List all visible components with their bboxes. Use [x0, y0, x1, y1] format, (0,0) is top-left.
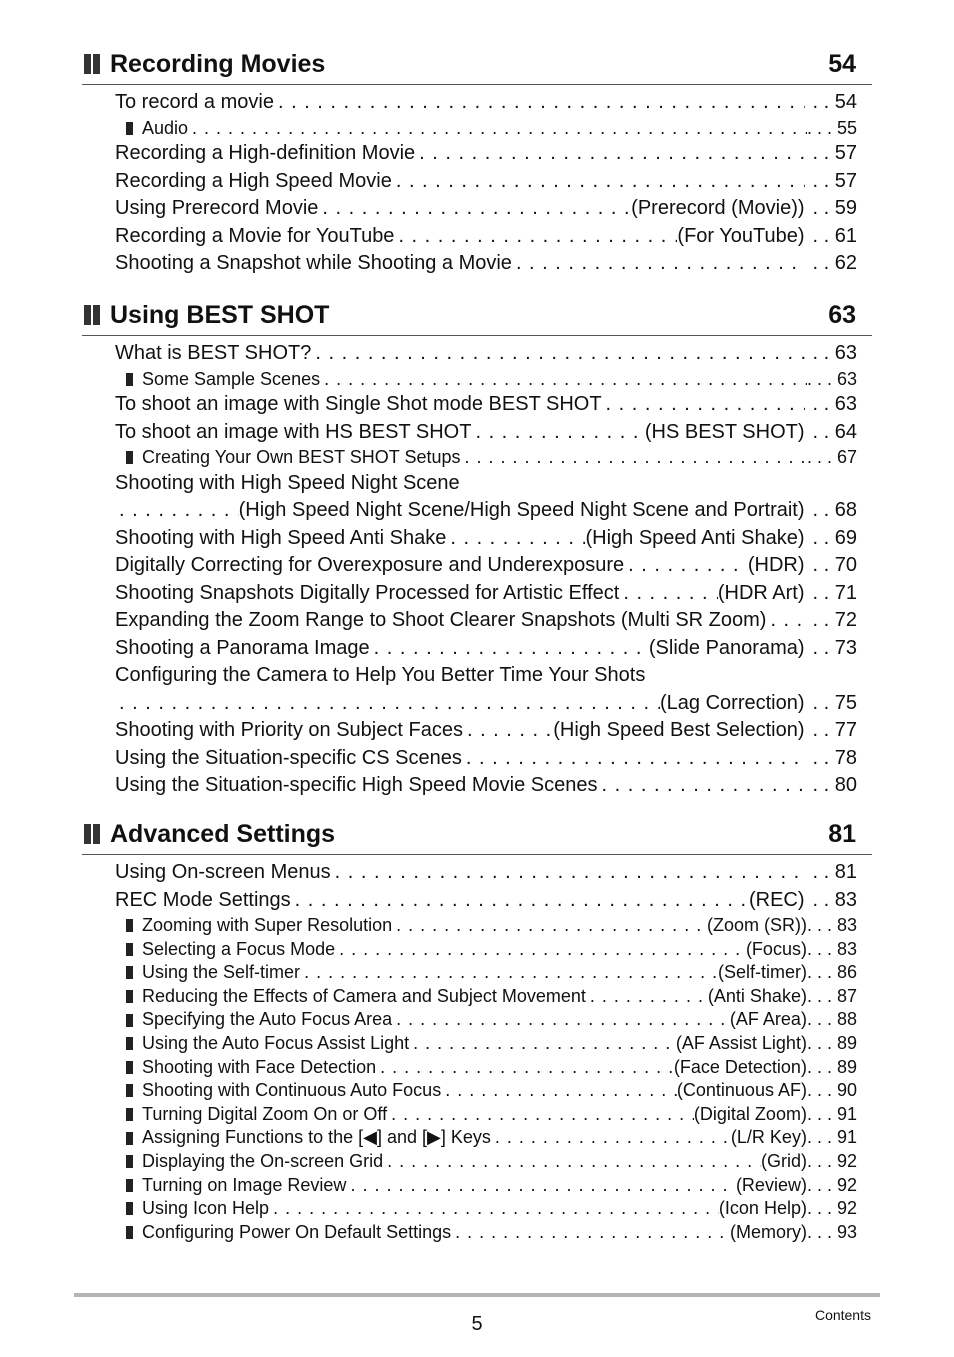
- entry-note: (Focus): [745, 938, 807, 959]
- toc-subentry[interactable]: [82, 961, 872, 985]
- entry-title: Shooting a Panorama Image: [115, 636, 370, 659]
- entry-page-number: . . 63: [805, 391, 857, 419]
- entry-title: Shooting with Priority on Subject Faces: [115, 719, 463, 742]
- dot-leader: [115, 690, 660, 718]
- entry-page-number: . . 73: [805, 635, 857, 663]
- dot-leader: [415, 140, 804, 168]
- entry-note: (Zoom (SR)): [706, 915, 807, 935]
- entry-note: (Icon Help): [718, 1198, 807, 1219]
- entry-note: (AF Area): [729, 1009, 807, 1030]
- entry-note: (Lag Correction): [660, 691, 805, 714]
- dot-leader: [392, 168, 805, 196]
- toc-subentry[interactable]: [82, 1126, 872, 1150]
- entry-title: Creating Your Own BEST SHOT Setups: [142, 447, 461, 468]
- entry-title: Using the Situation-specific CS Scenes: [115, 746, 462, 769]
- toc-section: [82, 50, 872, 278]
- entry-title: Using the Situation-specific High Speed Movie Scenes: [115, 774, 598, 797]
- entry-page-number: . . . 83: [807, 938, 857, 962]
- toc-subentry[interactable]: [82, 1008, 872, 1032]
- toc-entry[interactable]: [82, 552, 872, 580]
- dot-leader: [188, 117, 807, 141]
- footer-divider: [74, 1293, 880, 1297]
- dot-leader: [602, 391, 805, 419]
- toc-entry[interactable]: [82, 391, 872, 419]
- entry-page-number: . . . 83: [807, 914, 857, 938]
- toc-entry[interactable]: [82, 662, 872, 690]
- entry-page-number: . . 64: [805, 419, 857, 447]
- entry-title: Configuring Power On Default Settings: [142, 1221, 452, 1242]
- entry-note: (High Speed Best Selection): [553, 719, 805, 742]
- entry-list: [82, 336, 872, 800]
- entry-page-number: . . . 92: [807, 1197, 857, 1221]
- toc-subentry[interactable]: [82, 914, 872, 938]
- toc-entry[interactable]: [82, 580, 872, 608]
- entry-title: Turning on Image Review: [142, 1174, 347, 1195]
- entry-title: Shooting Snapshots Digitally Processed for Artistic Effect: [115, 581, 620, 604]
- entry-title: Zooming with Super Resolution: [142, 915, 393, 935]
- toc-entry[interactable]: [82, 89, 872, 117]
- entry-page-number: . . 57: [805, 168, 857, 196]
- entry-page-number: . . . 91: [807, 1103, 857, 1127]
- entry-title: To shoot an image with Single Shot mode BEST SHOT: [115, 393, 602, 416]
- toc-entry[interactable]: [82, 340, 872, 368]
- square-bullet-icon: [126, 966, 133, 979]
- entry-note: (Face Detection): [673, 1056, 807, 1077]
- entry-page-number: . . . 55: [807, 117, 857, 141]
- entry-title: To record a movie: [115, 91, 274, 113]
- entry-page-number: . . 59: [805, 195, 857, 223]
- entry-page-number: . . . 92: [807, 1150, 857, 1174]
- entry-page-number: . . 70: [805, 552, 857, 580]
- entry-page-number: . . . 93: [807, 1221, 857, 1245]
- section-heading[interactable]: [82, 301, 872, 336]
- entry-note: (High Speed Night Scene/High Speed Night Scene and Portrait): [238, 499, 805, 522]
- section-title: Advanced Settings: [110, 819, 336, 848]
- entry-title: Digitally Correcting for Overexposure and Underexposure: [115, 554, 625, 577]
- toc-entry[interactable]: [82, 140, 872, 168]
- dot-leader: [471, 419, 644, 447]
- toc-entry[interactable]: [82, 859, 872, 887]
- toc-entry[interactable]: [82, 745, 872, 773]
- dot-leader: [392, 914, 707, 938]
- footer-label: Contents: [814, 1307, 871, 1323]
- entry-title: Using On-screen Menus: [115, 861, 331, 883]
- toc-subentry[interactable]: [82, 1103, 872, 1127]
- toc-entry[interactable]: [82, 635, 872, 663]
- dot-leader: [451, 1221, 730, 1245]
- entry-title: Shooting with High Speed Anti Shake: [115, 526, 447, 549]
- entry-page-number: . . 77: [805, 717, 857, 745]
- dot-leader: [346, 1174, 736, 1198]
- entry-title: Shooting with Face Detection: [142, 1056, 377, 1077]
- dot-leader: [409, 1032, 676, 1056]
- toc-subentry[interactable]: [82, 985, 872, 1009]
- entry-page-number: . . . 86: [807, 961, 857, 985]
- entry-note: (Self-timer): [717, 962, 807, 983]
- dot-leader: [318, 195, 631, 223]
- dot-leader: [597, 772, 804, 800]
- dot-leader: [619, 580, 718, 608]
- section-heading[interactable]: [82, 50, 872, 85]
- double-bar-icon: [84, 824, 100, 844]
- section-page-number: 63: [828, 301, 856, 329]
- toc-entry[interactable]: [82, 195, 872, 223]
- toc-subentry[interactable]: [82, 117, 872, 141]
- entry-list: [82, 85, 872, 278]
- entry-note: (Digital Zoom): [693, 1103, 807, 1124]
- entry-note: (HDR Art): [717, 581, 805, 604]
- toc-entry[interactable]: [82, 419, 872, 447]
- toc-section: [82, 301, 872, 800]
- entry-note: (Slide Panorama): [648, 636, 805, 659]
- dot-leader: [512, 250, 805, 278]
- dot-leader: [331, 859, 805, 887]
- entry-title: Using the Auto Focus Assist Light: [142, 1032, 410, 1053]
- entry-page-number: . . 68: [805, 497, 857, 525]
- toc-entry[interactable]: [82, 887, 872, 915]
- toc-subentry[interactable]: [82, 1079, 872, 1103]
- toc-subentry[interactable]: [82, 446, 872, 470]
- dot-leader: [311, 340, 804, 368]
- page-number: 5: [471, 1313, 483, 1335]
- toc-entry[interactable]: [82, 250, 872, 278]
- toc-entry[interactable]: [82, 717, 872, 745]
- square-bullet-icon: [126, 1084, 133, 1097]
- entry-title: Displaying the On-screen Grid: [142, 1150, 384, 1171]
- toc-subentry[interactable]: [82, 1221, 872, 1245]
- entry-title: Shooting with High Speed Night Scene: [115, 471, 460, 494]
- square-bullet-icon: [126, 1132, 133, 1145]
- dot-leader: [462, 745, 805, 773]
- square-bullet-icon: [126, 1108, 133, 1121]
- dot-leader: [766, 607, 804, 635]
- entry-title: Some Sample Scenes: [142, 368, 321, 389]
- entry-title: Specifying the Auto Focus Area: [142, 1009, 393, 1030]
- entry-note: (Review): [735, 1174, 807, 1195]
- dot-leader: [441, 1079, 677, 1103]
- dot-leader: [383, 1150, 761, 1174]
- entry-title: Audio: [142, 117, 189, 138]
- toc-subentry[interactable]: [82, 1150, 872, 1174]
- entry-title: Selecting a Focus Mode: [142, 938, 336, 959]
- entry-page-number: . . 78: [805, 745, 857, 773]
- toc-subentry[interactable]: [82, 938, 872, 962]
- toc-subentry[interactable]: [82, 368, 872, 392]
- dot-leader: [269, 1197, 719, 1221]
- entry-page-number: . . 80: [805, 772, 857, 800]
- section-heading[interactable]: [82, 820, 872, 855]
- dot-leader: [370, 635, 649, 663]
- entry-page-number: . . . 91: [807, 1126, 857, 1150]
- entry-title: Shooting a Snapshot while Shooting a Movie: [115, 252, 512, 275]
- entry-title: Turning Digital Zoom On or Off: [142, 1103, 388, 1124]
- entry-page-number: . . 81: [805, 859, 857, 887]
- square-bullet-icon: [126, 1226, 133, 1239]
- entry-note: (L/R Key): [730, 1127, 807, 1148]
- square-bullet-icon: [126, 373, 133, 386]
- dot-leader: [624, 552, 748, 580]
- entry-note: (Continuous AF): [676, 1080, 807, 1101]
- dot-leader: [586, 985, 708, 1009]
- square-bullet-icon: [126, 1202, 133, 1215]
- dot-leader: [461, 446, 807, 470]
- entry-page-number: . . . 89: [807, 1032, 857, 1056]
- square-bullet-icon: [126, 1014, 133, 1027]
- toc-subentry[interactable]: [82, 1197, 872, 1221]
- entry-page-number: . . 54: [805, 89, 857, 117]
- section-page-number: 54: [828, 50, 856, 78]
- section-page-number: 81: [828, 820, 856, 848]
- entry-title: Shooting with Continuous Auto Focus: [142, 1080, 442, 1101]
- dot-leader: [446, 525, 585, 553]
- dot-leader: [392, 1008, 730, 1032]
- entry-note: (AF Assist Light): [675, 1032, 807, 1053]
- entry-title: Using Prerecord Movie: [115, 197, 319, 220]
- entry-note: (HS BEST SHOT): [644, 420, 805, 443]
- entry-note: (Grid): [760, 1150, 807, 1171]
- square-bullet-icon: [126, 1179, 133, 1192]
- section-title: Using BEST SHOT: [110, 300, 330, 329]
- entry-page-number: . . . 67: [807, 446, 857, 470]
- square-bullet-icon: [126, 451, 133, 464]
- entry-note: (Memory): [729, 1221, 807, 1242]
- entry-page-number: . . . 92: [807, 1174, 857, 1198]
- entry-page-number: . . 69: [805, 525, 857, 553]
- entry-page-number: . . 75: [805, 690, 857, 718]
- square-bullet-icon: [126, 943, 133, 956]
- entry-page-number: . . 61: [805, 223, 857, 251]
- toc-entry[interactable]: [82, 168, 872, 196]
- toc-subentry[interactable]: [82, 1056, 872, 1080]
- entry-note: (High Speed Anti Shake): [585, 526, 805, 549]
- entry-title: Recording a High-definition Movie: [115, 142, 416, 165]
- dot-leader: [300, 961, 718, 985]
- entry-page-number: . . . 88: [807, 1008, 857, 1032]
- entry-note: (Prerecord (Movie)): [631, 197, 805, 220]
- dot-leader: [115, 497, 239, 525]
- double-bar-icon: [84, 305, 100, 325]
- entry-title: Configuring the Camera to Help You Better Time Your Shots: [115, 664, 646, 687]
- entry-title: Reducing the Effects of Camera and Subject Movement: [142, 985, 586, 1006]
- toc-entry[interactable]: [82, 223, 872, 251]
- entry-title: Recording a Movie for YouTube: [115, 224, 395, 247]
- square-bullet-icon: [126, 990, 133, 1003]
- toc-entry-continuation[interactable]: [82, 497, 872, 525]
- entry-page-number: . . 63: [805, 340, 857, 368]
- square-bullet-icon: [126, 1037, 133, 1050]
- entry-title: Assigning Functions to the [◀] and [▶] Keys: [142, 1127, 491, 1148]
- toc-entry[interactable]: [82, 525, 872, 553]
- toc-entry[interactable]: [82, 470, 872, 498]
- section-title: Recording Movies: [110, 49, 326, 78]
- entry-note: (Anti Shake): [707, 985, 807, 1006]
- entry-page-number: . . . 90: [807, 1079, 857, 1103]
- entry-page-number: . . 71: [805, 580, 857, 608]
- square-bullet-icon: [126, 919, 133, 932]
- toc-section: [82, 820, 872, 1244]
- entry-page-number: . . 83: [805, 887, 857, 915]
- entry-list: [82, 855, 872, 1244]
- dot-leader: [320, 368, 807, 392]
- dot-leader: [394, 223, 677, 251]
- entry-title: Expanding the Zoom Range to Shoot Clearer Snapshots (Multi SR Zoom): [115, 609, 767, 632]
- square-bullet-icon: [126, 1155, 133, 1168]
- entry-title: REC Mode Settings: [115, 888, 291, 911]
- entry-note: (HDR): [747, 554, 805, 577]
- double-bar-icon: [84, 54, 100, 74]
- toc-entry[interactable]: [82, 607, 872, 635]
- entry-page-number: . . . 87: [807, 985, 857, 1009]
- entry-page-number: . . 62: [805, 250, 857, 278]
- entry-page-number: . . . 89: [807, 1056, 857, 1080]
- toc-subentry[interactable]: [82, 1032, 872, 1056]
- toc-subentry[interactable]: [82, 1174, 872, 1198]
- entry-page-number: . . . 63: [807, 368, 857, 392]
- entry-title: Recording a High Speed Movie: [115, 169, 392, 192]
- entry-page-number: . . 72: [805, 607, 857, 635]
- entry-page-number: . . 57: [805, 140, 857, 168]
- entry-title: What is BEST SHOT?: [115, 342, 312, 364]
- square-bullet-icon: [126, 122, 133, 135]
- dot-leader: [335, 938, 746, 962]
- square-bullet-icon: [126, 1061, 133, 1074]
- entry-title: To shoot an image with HS BEST SHOT: [115, 420, 472, 443]
- entry-note: (REC): [748, 888, 805, 911]
- dot-leader: [463, 717, 553, 745]
- dot-leader: [387, 1103, 694, 1127]
- toc-entry-continuation[interactable]: [82, 690, 872, 718]
- dot-leader: [291, 887, 749, 915]
- entry-note: (For YouTube): [677, 224, 805, 247]
- entry-title: Using Icon Help: [142, 1198, 270, 1219]
- entry-title: Using the Self-timer: [142, 962, 301, 983]
- dot-leader: [274, 89, 805, 117]
- dot-leader: [376, 1056, 674, 1080]
- dot-leader: [491, 1126, 731, 1150]
- toc-entry[interactable]: [82, 772, 872, 800]
